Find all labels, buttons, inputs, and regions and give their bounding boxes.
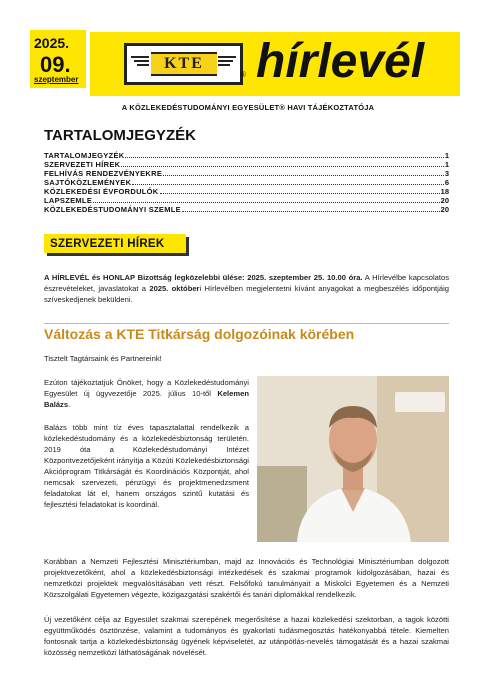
toc-label: LAPSZEMLE xyxy=(44,196,93,205)
toc-leader xyxy=(121,166,443,167)
toc-page: 18 xyxy=(440,187,449,196)
toc-row[interactable] xyxy=(44,169,449,178)
article-title: Változás a KTE Titkárság dolgozóinak körében xyxy=(44,326,355,342)
toc-label: KÖZLEKEDÉSI ÉVFORDULÓK xyxy=(44,187,159,196)
toc-row[interactable] xyxy=(44,196,449,205)
toc-label: KÖZLEKEDÉSTUDOMÁNYI SZEMLE xyxy=(44,205,181,214)
logo-text: KTE xyxy=(164,55,204,72)
toc-leader xyxy=(163,175,444,176)
registered-mark: ® xyxy=(240,70,246,79)
article-greeting: Tisztelt Tagtársaink és Partnereink! xyxy=(44,354,162,363)
meeting-notice-text: A Hírlevélbe kapcsolatos észrevételeket, javaslatokat a xyxy=(44,273,450,293)
meeting-notice xyxy=(44,272,449,305)
toc-row[interactable] xyxy=(44,205,449,214)
toc-row[interactable] xyxy=(44,151,449,160)
divider xyxy=(44,323,449,324)
article-paragraph xyxy=(44,377,249,410)
toc-page: 20 xyxy=(440,196,449,205)
portrait-illustration xyxy=(257,376,449,542)
logo-plate xyxy=(151,52,217,76)
newsletter-subtitle: A KÖZLEKEDÉSTUDOMÁNYI EGYESÜLET® HAVI TÁJÉKOZTATÓJA xyxy=(121,103,375,112)
toc-leader xyxy=(182,211,440,212)
toc-row[interactable] xyxy=(44,160,449,169)
article-paragraph: Balázs több mint tíz éves tapasztalattal rendelkezik a közlekedéstudomány és a közlekedésbiztonság területén. 2019 óta a Közlekedéstudományi Intézet Központvezetőjeként irányítja a Közúti Közlekedésbiztonsági Akcióprogram Titkárságát és Koordinációs Központját, ahol nemcsak szervezeti, pénzügyi és projektmenedzsment feladatokat lát el, hanem országos szintű kutatási és fejlesztési feladatokat is koordinál. xyxy=(44,423,249,509)
kte-logo xyxy=(124,43,243,85)
toc-page: 1 xyxy=(444,160,449,169)
meeting-notice-bold: A HÍRLEVÉL és HONLAP Bizottság legközelebbi ülése: 2025. szeptember 25. 10.00 óra. xyxy=(44,273,363,282)
toc-title: TARTALOMJEGYZÉK xyxy=(44,127,196,144)
article-paragraph: Új vezetőként célja az Egyesület szakmai szerepének megerősítése a hazai közlekedési szektorban, a tagok közötti együttműködés ösztönzése, valamint a tudományos és gyakorlati tudásmegosztás hatékonyabbá tétele. Kiemelten fontosnak tartja a közlekedésbiztonság ügyének képviseletét, az utánpótlás-nevelés támogatását és a hazai szakmai közösség nemzetközi láthatóságának növelését. xyxy=(44,615,449,657)
issue-month: 09. xyxy=(40,52,71,77)
toc-label: TARTALOMJEGYZÉK xyxy=(44,151,125,160)
portrait-photo xyxy=(257,376,449,542)
toc-leader xyxy=(125,157,443,158)
issue-month-name: szeptember xyxy=(34,75,79,84)
new-director-name: Kelemen Balázs xyxy=(44,389,249,409)
toc-row[interactable] xyxy=(44,178,449,187)
issue-year: 2025. xyxy=(34,35,70,51)
toc-row[interactable] xyxy=(44,187,449,196)
meeting-notice-end: i Hírlevélben megjelentetni kívánt anyagokat a megbeszélés időpontjáig szíveskedjenek beküldeni. xyxy=(44,284,449,304)
wing-right-icon xyxy=(218,56,236,66)
wing-left-icon xyxy=(131,56,149,66)
article-p1-text: Ezúton tájékoztatjuk Önöket, hogy a Közlekedéstudományi Egyesület új ügyvezetője 2025. július 10-től xyxy=(44,378,249,398)
toc-page: 3 xyxy=(444,169,449,178)
toc-leader xyxy=(132,184,444,185)
toc-label: SAJTÓKÖZLEMÉNYEK xyxy=(44,178,132,187)
toc-page: 6 xyxy=(444,178,449,187)
article-paragraph: Korábban a Nemzeti Fejlesztési Minisztériumban, majd az Innovációs és Technológiai Minisztériumban dolgozott projektvezetőként, ahol a közlekedésbiztonsági intézkedések és szakmai programok kidolgozásában, hazai és nemzetközi projektek megvalósításában vett részt. Felsőfokú tanulmányait a Miskolci Egyetemen és a Nemzeti Közszolgálati Egyetemen végezte, közigazgatási szakértői és tanári diplomákkal rendelkezik. xyxy=(44,557,449,599)
toc-page: 1 xyxy=(444,151,449,160)
toc-label: SZERVEZETI HÍREK xyxy=(44,160,121,169)
meeting-notice-date: 2025. október xyxy=(149,284,200,293)
newsletter-title: hírlevél xyxy=(256,35,425,88)
toc-leader xyxy=(160,193,440,194)
section-heading: SZERVEZETI HÍREK xyxy=(50,238,165,250)
toc-label: FELHÍVÁS RENDEZVÉNYEKRE xyxy=(44,169,163,178)
article-p1-end: . xyxy=(68,400,71,409)
toc-page: 20 xyxy=(440,205,449,214)
toc-leader xyxy=(93,202,440,203)
